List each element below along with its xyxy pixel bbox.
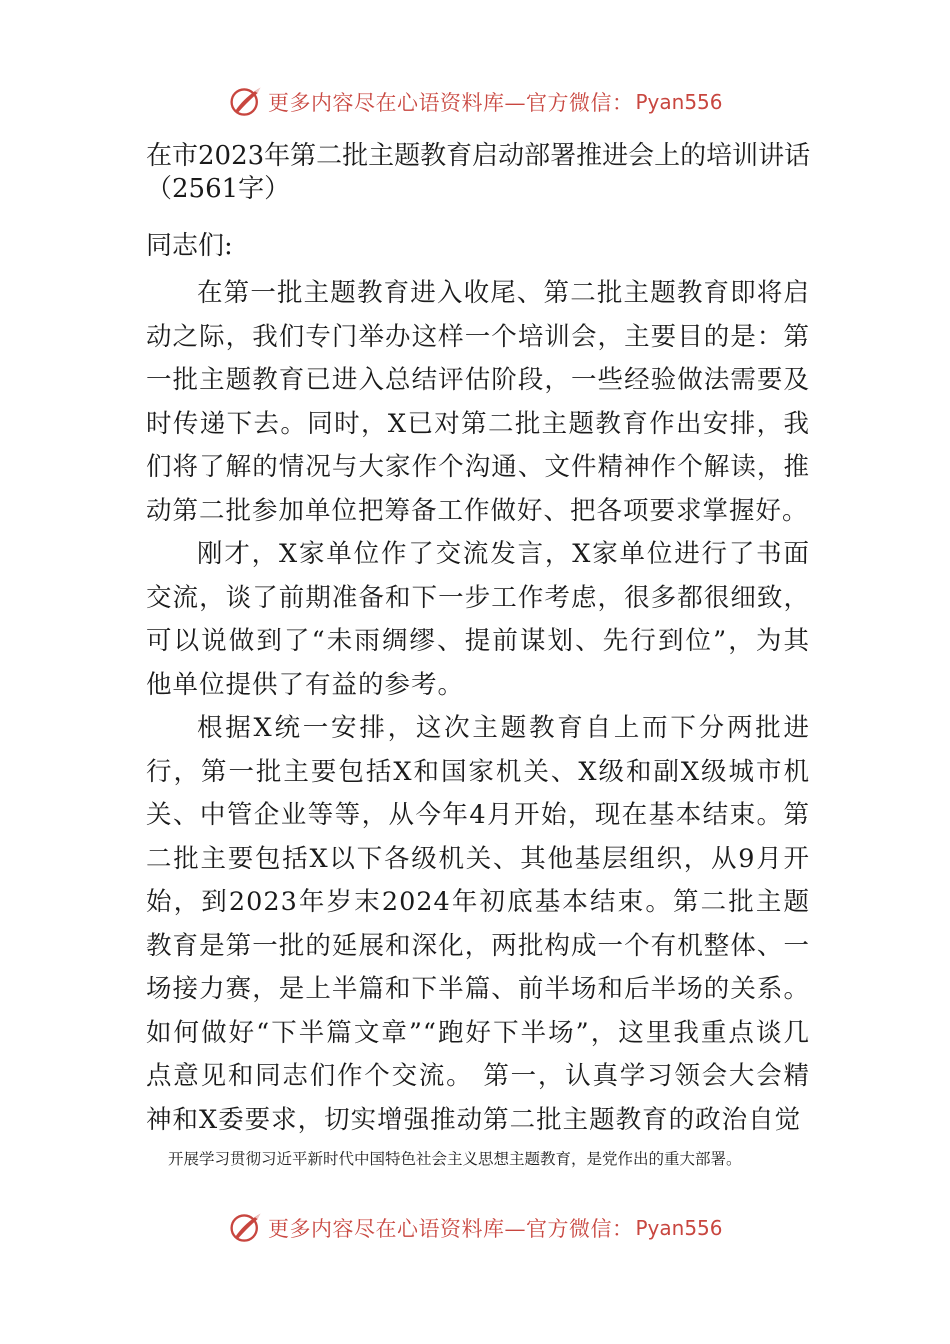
greeting: 同志们: <box>146 231 233 261</box>
pen-logo-icon <box>228 1210 264 1246</box>
paragraph: 在第一批主题教育进入收尾、第二批主题教育即将启动之际，我们专门举办这样一个培训会，主要目的是：第一批主题教育已进入总结评估阶段，一些经验做法需要及时传递下去。同时，X已对第二批主题教育作出安排，我们将了解的情况与大家作个沟通、文件精神作个解读，推动第二批参加单位把筹备工作做好、把各项要求掌握好。 <box>146 278 810 526</box>
footnote-text: 开展学习贯彻习近平新时代中国特色社会主义思想主题教育，是党作出的重大部署。 <box>168 1150 742 1168</box>
pen-logo-icon <box>228 84 264 120</box>
watermark-header <box>228 82 723 122</box>
watermark-footer <box>228 1208 723 1248</box>
paragraph: 根据X统一安排，这次主题教育自上而下分两批进行，第一批主要包括X和国家机关、X级和副X级城市机关、中管企业等等，从今年4月开始，现在基本结束。第二批主要包括X以下各级机关、其他基层组织，从9月开始，到2023年岁末2024年初底基本结束。第二批主题教育是第一批的延展和深化，两批构成一个有机整体、一场接力赛，是上半篇和下半篇、前半场和后半场的关系。如何做好“下半篇文章”“跑好下半场”，这里我重点谈几点意见和同志们作个交流。 第一，认真学习领会大会精神和X委要求，切实增强推动第二批主题教育的政治自觉 <box>146 713 810 1135</box>
paragraph: 刚才，X家单位作了交流发言，X家单位进行了书面交流，谈了前期准备和下一步工作考虑，很多都很细致，可以说做到了“未雨绸缪、提前谋划、先行到位”，为其他单位提供了有益的参考。 <box>146 539 810 700</box>
document-title: 在市2023年第二批主题教育启动部署推进会上的培训讲话（2561字） <box>146 141 811 204</box>
watermark-text: 更多内容尽在心语资料库—官方微信： <box>268 1217 634 1241</box>
watermark-wechat-id: Pyan556 <box>635 1216 723 1240</box>
watermark-wechat-id: Pyan556 <box>635 90 723 114</box>
watermark-text: 更多内容尽在心语资料库—官方微信： <box>268 91 634 115</box>
document-body <box>146 272 810 1142</box>
